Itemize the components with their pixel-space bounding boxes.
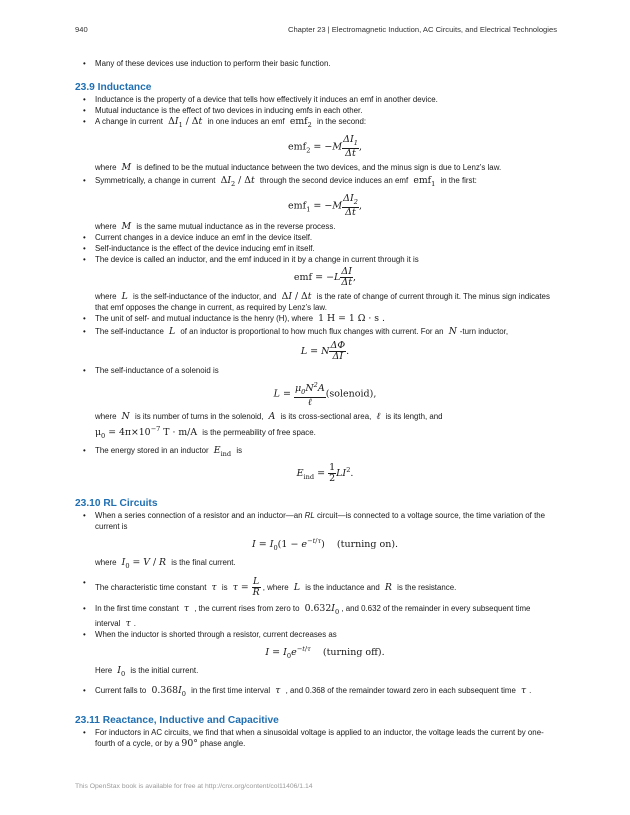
text: Current falls to (95, 686, 147, 696)
text: Here (95, 666, 113, 676)
text: where (95, 221, 117, 231)
section-23-9-list (75, 94, 555, 484)
equation-solenoid: L = $\frac{\mu_0N^2A}{\text{ℓ}}$ (solenoid), (273, 380, 377, 408)
text: is the permeability of free space. (202, 427, 316, 437)
list-item: • The characteristic time constant τ is τ = $\frac{L}{R}$ , where L is the inductance and R is the resistance. (75, 577, 555, 598)
text: in the first time interval (191, 686, 271, 696)
list-item: • The energy stored in an inductor $E_{ind}$ is $E_{ind}$ = $\frac{1}{2}$ $LI^2$. (75, 445, 555, 485)
text: -turn inductor, (459, 326, 509, 336)
text: , and 0.368 of the remainder toward zero in each subsequent time (285, 686, 516, 696)
text: , the current rises from zero to (194, 604, 300, 614)
text: where (95, 162, 117, 172)
list-item: • In the first time constant τ , the current rises from zero to $0.632I_0$ , and 0.632 of the remainder in every subsequent time interval τ . (75, 603, 555, 629)
text: where (95, 558, 117, 568)
list-item: • The self-inductance L of an inductor is proportional to how much flux changes with current. For an N -turn inductor, L = N $\frac{\Delta\Phi}{\Delta I}$ . (75, 326, 555, 362)
text: The self-inductance of a solenoid is (95, 365, 219, 375)
list-item: • The device is called an inductor, and the emf induced in it by a change in current through it is emf = −L $\frac{\Delta I}{\Delta t}$ , where L is the self-inductance of the inductor, and ΔI / Δt is the rate of change of current through it. The minus sign indicates that emf opposes the change in current, as required by Lenz’s law. (75, 254, 555, 313)
text: in the second: (316, 117, 367, 126)
text: where (95, 411, 117, 421)
text: The unit of self- and mutual inductance is the henry (H), where (95, 313, 313, 323)
equation-emf1: emf$_1$ = −M $\frac{\Delta I_2}{\Delta t}$ , (288, 192, 362, 218)
text: is the self-inductance of the inductor, and (133, 291, 277, 301)
phase-angle-value: 90° (181, 737, 198, 749)
section-23-11-list (75, 727, 555, 749)
list-item: • When the inductor is shorted through a resistor, current decreases as $I = I_0e^{-t/\tau}$ (turning off). Here $I_0$ is the initial current. (75, 629, 555, 680)
text: The self-inductance (95, 326, 164, 336)
text: The device is called an inductor, and the emf induced in it by a change in current through it is (95, 254, 419, 264)
text: is its number of turns in the solenoid, (134, 411, 264, 421)
text: In the first time constant (95, 604, 179, 614)
text: is its cross-sectional area, (280, 411, 372, 421)
text: is the inductance and (305, 583, 380, 593)
footer-text: This OpenStax book is available for free at http://cnx.org/content/col11406/1.14 (75, 783, 313, 790)
text: The energy stored in an inductor (95, 445, 209, 455)
list-item: • When a series connection of a resistor and an inductor—an RL circuit—is connected to a voltage source, the time variation of the current is $I = I_0(1 - e^{-t/\tau})$ (turning on). where $I_0 = V / R$ is the final current. (75, 510, 555, 572)
text: phase angle. (200, 738, 246, 748)
list-item: • A change in current $\Delta I_1$ / Δt in one induces an emf emf$_2$ in the second: emf$_2$ = −M $\frac{\Delta I_1}{\Delta t}$ , where M is defined to be the mutual inductance between the two devices, and the minus sign is due to Lenz’s law. (75, 116, 555, 173)
text: through the second device induces an emf (259, 175, 409, 185)
text: When a series connection of a resistor and an inductor—an (95, 511, 303, 521)
text: in one induces an emf (207, 117, 285, 126)
list-item: • Inductance is the property of a device that tells how effectively it induces an emf in another device. (75, 94, 555, 105)
section-title-23-10: 23.10 RL Circuits (75, 498, 158, 510)
list-item: • Symmetrically, a change in current $\Delta I_2$ / Δt through the second device induces an emf emf$_1$ in the first: emf$_1$ = −M $\frac{\Delta I_2}{\Delta t}$ , where M is the same mutual inductance as in the reverse process. (75, 175, 555, 232)
text: in the first: (440, 175, 477, 185)
text: is (221, 583, 228, 593)
text: is (236, 445, 243, 455)
text: is the initial current. (130, 666, 199, 676)
text: When the inductor is shorted through a resistor, current decreases as (95, 630, 337, 640)
section-title-23-11: 23.11 Reactance, Inductive and Capacitive (75, 714, 279, 726)
section-title-23-9: 23.9 Inductance (75, 82, 152, 93)
page-content (75, 58, 555, 749)
equation-emf2: emf$_2$ = −M $\frac{\Delta I_1}{\Delta t}$ , (288, 133, 362, 159)
text: is the final current. (171, 558, 236, 568)
list-item: • Self-inductance is the effect of the device inducing emf in itself. (75, 243, 555, 254)
section-23-10-list (75, 510, 555, 700)
text: RL (304, 511, 315, 521)
list-item: • Current changes in a device induce an emf in the device itself. (75, 232, 555, 243)
equation-self-emf: emf = −L $\frac{\Delta I}{\Delta t}$ , (293, 265, 357, 288)
text: The characteristic time constant (95, 583, 207, 593)
text: (turning off). (322, 647, 385, 659)
equation-energy: $E_{ind}$ = $\frac{1}{2}$ $LI^2$. (296, 462, 354, 485)
text: , where (262, 583, 289, 593)
intro-list (75, 58, 555, 69)
equation-rl-on: $I = I_0(1 - e^{-t/\tau})$ (turning on). (251, 537, 399, 553)
text: is defined to be the mutual inductance between the two devices, and the minus sign is due to Lenz’s law. (136, 162, 502, 172)
list-item (75, 727, 555, 749)
text: of an inductor is proportional to how much flux changes with current. For an (180, 326, 444, 336)
text: is its length, and (385, 411, 443, 421)
text: A change in current (95, 117, 163, 126)
page-number: 940 (75, 25, 88, 34)
equation-inductance-flux: L = N $\frac{\Delta\Phi}{\Delta I}$ . (300, 339, 350, 362)
text: is the same mutual inductance as in the reverse process. (136, 221, 336, 231)
text: Symmetrically, a change in current (95, 175, 216, 185)
list-item: • Many of these devices use induction to perform their basic function. (75, 58, 555, 69)
text: where (95, 291, 117, 301)
text: is the resistance. (397, 583, 457, 593)
text: is the rate of change of current through it. The minus sign indicates that emf opposes the change in current, as required by Lenz’s law. (95, 291, 550, 312)
list-item: • The unit of self- and mutual inductance is the henry (H), where 1 H = 1 Ω · s . (75, 313, 555, 324)
chapter-header: Chapter 23 | Electromagnetic Induction, AC Circuits, and Electrical Technologies (287, 25, 557, 34)
text: circuit—is connected to a voltage source, the time variation of the current is (95, 511, 546, 532)
text: , and 0.632 of the remainder in every subsequent time interval (95, 604, 531, 629)
list-item: • Mutual inductance is the effect of two devices in inducing emfs in each other. (75, 105, 555, 116)
equation-rl-off: $I = I_0e^{-t/\tau}$ (turning off). (265, 645, 385, 661)
list-item: • Current falls to $0.368I_0$ in the first time interval τ , and 0.368 of the remainder toward zero in each subsequent time τ . (75, 685, 555, 700)
list-item: • The self-inductance of a solenoid is L = $\frac{\mu_0N^2A}{\text{ℓ}}$ (solenoid), where N is its number of turns in the solenoid, A is its cross-sectional area, ℓ is its length, and $\mu_0 = 4\pi\times 10^{-7}$ T · m/A is the permeability of free space. (75, 365, 555, 442)
text: (turning on). (336, 539, 399, 551)
text: For inductors in AC circuits, we find that when a sinusoidal voltage is applied to an inductor, the voltage leads the current by one-fourth of a cycle, or by a (95, 727, 544, 748)
